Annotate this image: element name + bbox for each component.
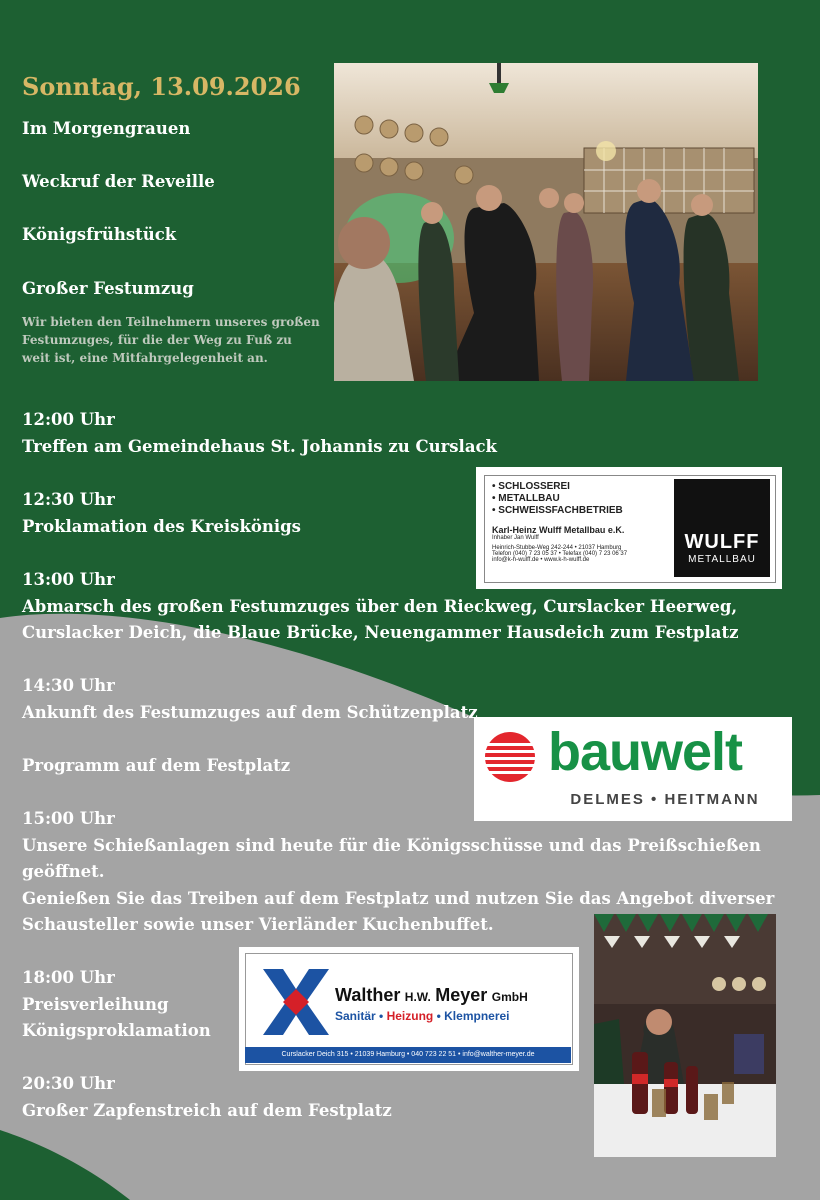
- schedule-time: 13:00 Uhr: [22, 570, 115, 589]
- wulff-phone: Telefon (040) 7 23 05 37 • Telefax (040) 7 23 06 37: [492, 551, 628, 557]
- wulff-logo: [674, 479, 770, 577]
- schedule-text: Ankunft des Festumzuges auf dem Schützenplatz: [22, 703, 478, 722]
- meyer-sep: •: [436, 1009, 441, 1023]
- festumzug-note: Wir bieten den Teilnehmern unseres großen Festumzuges, für die der Weg zu Fuß zu weit ist, eine Mitfahrgelegenheit an.: [22, 315, 320, 365]
- schedule-text: Großer Zapfenstreich auf dem Festplatz: [22, 1101, 392, 1120]
- wulff-owner: Inhaber Jan Wulff: [492, 535, 539, 541]
- meyer-name-a: Walther: [335, 985, 401, 1005]
- schedule-time: 20:30 Uhr: [22, 1074, 115, 1093]
- schedule-time: 15:00 Uhr: [22, 809, 115, 828]
- morning-item: Großer Festumzug: [22, 279, 194, 298]
- schedule-text: Programm auf dem Festplatz: [22, 756, 291, 775]
- event-date-title: Sonntag, 13.09.2026: [22, 72, 301, 101]
- schedule-text: Unsere Schießanlagen sind heute für die Königsschüsse und das Preißschießen: [22, 836, 761, 855]
- bauwelt-logo-icon: [484, 731, 536, 783]
- schedule-text: Genießen Sie das Treiben auf dem Festplatz und nutzen Sie das Angebot diverser: [22, 889, 775, 908]
- wulff-service: • SCHWEISSFACHBETRIEB: [492, 505, 623, 516]
- morning-item: Im Morgengrauen: [22, 119, 191, 138]
- wulff-logo-text: WULFF: [684, 531, 760, 553]
- dance-photo: [334, 63, 758, 381]
- schedule-text: Preisverleihung: [22, 995, 169, 1014]
- morning-item: Königsfrühstück: [22, 225, 177, 244]
- schedule-text: Curslacker Deich, die Blaue Brücke, Neuengammer Hausdeich zum Festplatz: [22, 623, 739, 642]
- wulff-company: Karl-Heinz Wulff Metallbau e.K.: [492, 525, 625, 535]
- wulff-service: • METALLBAU: [492, 493, 560, 504]
- wulff-web: info@k-h-wulff.de • www.k-h-wulff.de: [492, 557, 590, 563]
- schedule-text: Abmarsch des großen Festumzuges über den Rieckweg, Curslacker Heerweg,: [22, 597, 738, 616]
- bauwelt-sub: DELMES • HEITMANN: [570, 791, 760, 808]
- wulff-logo-sub: METALLBAU: [688, 554, 756, 565]
- schedule-text: Schausteller sowie unser Vierländer Kuchenbuffet.: [22, 915, 494, 934]
- schedule-time: 14:30 Uhr: [22, 676, 115, 695]
- meyer-footer: Curslacker Deich 315 • 21039 Hamburg • 040 723 22 51 • info@walther-meyer.de: [245, 1047, 571, 1063]
- schedule-time: 18:00 Uhr: [22, 968, 115, 987]
- walther-meyer-ad: [239, 947, 579, 1071]
- morning-item: Weckruf der Reveille: [22, 172, 215, 191]
- wulff-address: Heinrich-Stubbe-Weg 242-244 • 21037 Hamburg: [492, 545, 622, 551]
- party-photo: [594, 914, 776, 1157]
- schedule-time: 12:00 Uhr: [22, 410, 115, 429]
- bauwelt-ad: [474, 717, 792, 821]
- meyer-service: Heizung: [386, 1009, 434, 1023]
- wulff-service: • SCHLOSSEREI: [492, 481, 570, 492]
- meyer-name-d: GmbH: [491, 990, 528, 1004]
- walther-meyer-logo-icon: [261, 967, 331, 1037]
- schedule-time: 12:30 Uhr: [22, 490, 115, 509]
- meyer-name-c: Meyer: [435, 985, 488, 1005]
- meyer-name-b: H.W.: [404, 990, 431, 1004]
- meyer-service: Sanitär: [335, 1009, 376, 1023]
- schedule-text: geöffnet.: [22, 862, 105, 881]
- schedule-text: Königsproklamation: [22, 1021, 211, 1040]
- schedule-text: Proklamation des Kreiskönigs: [22, 517, 301, 536]
- schedule-text: Treffen am Gemeindehaus St. Johannis zu Curslack: [22, 437, 497, 456]
- wulff-metallbau-ad: [476, 467, 782, 589]
- bauwelt-logo-text: bauwelt: [548, 722, 743, 782]
- meyer-sep: •: [379, 1009, 384, 1023]
- meyer-service: Klempnerei: [444, 1009, 510, 1023]
